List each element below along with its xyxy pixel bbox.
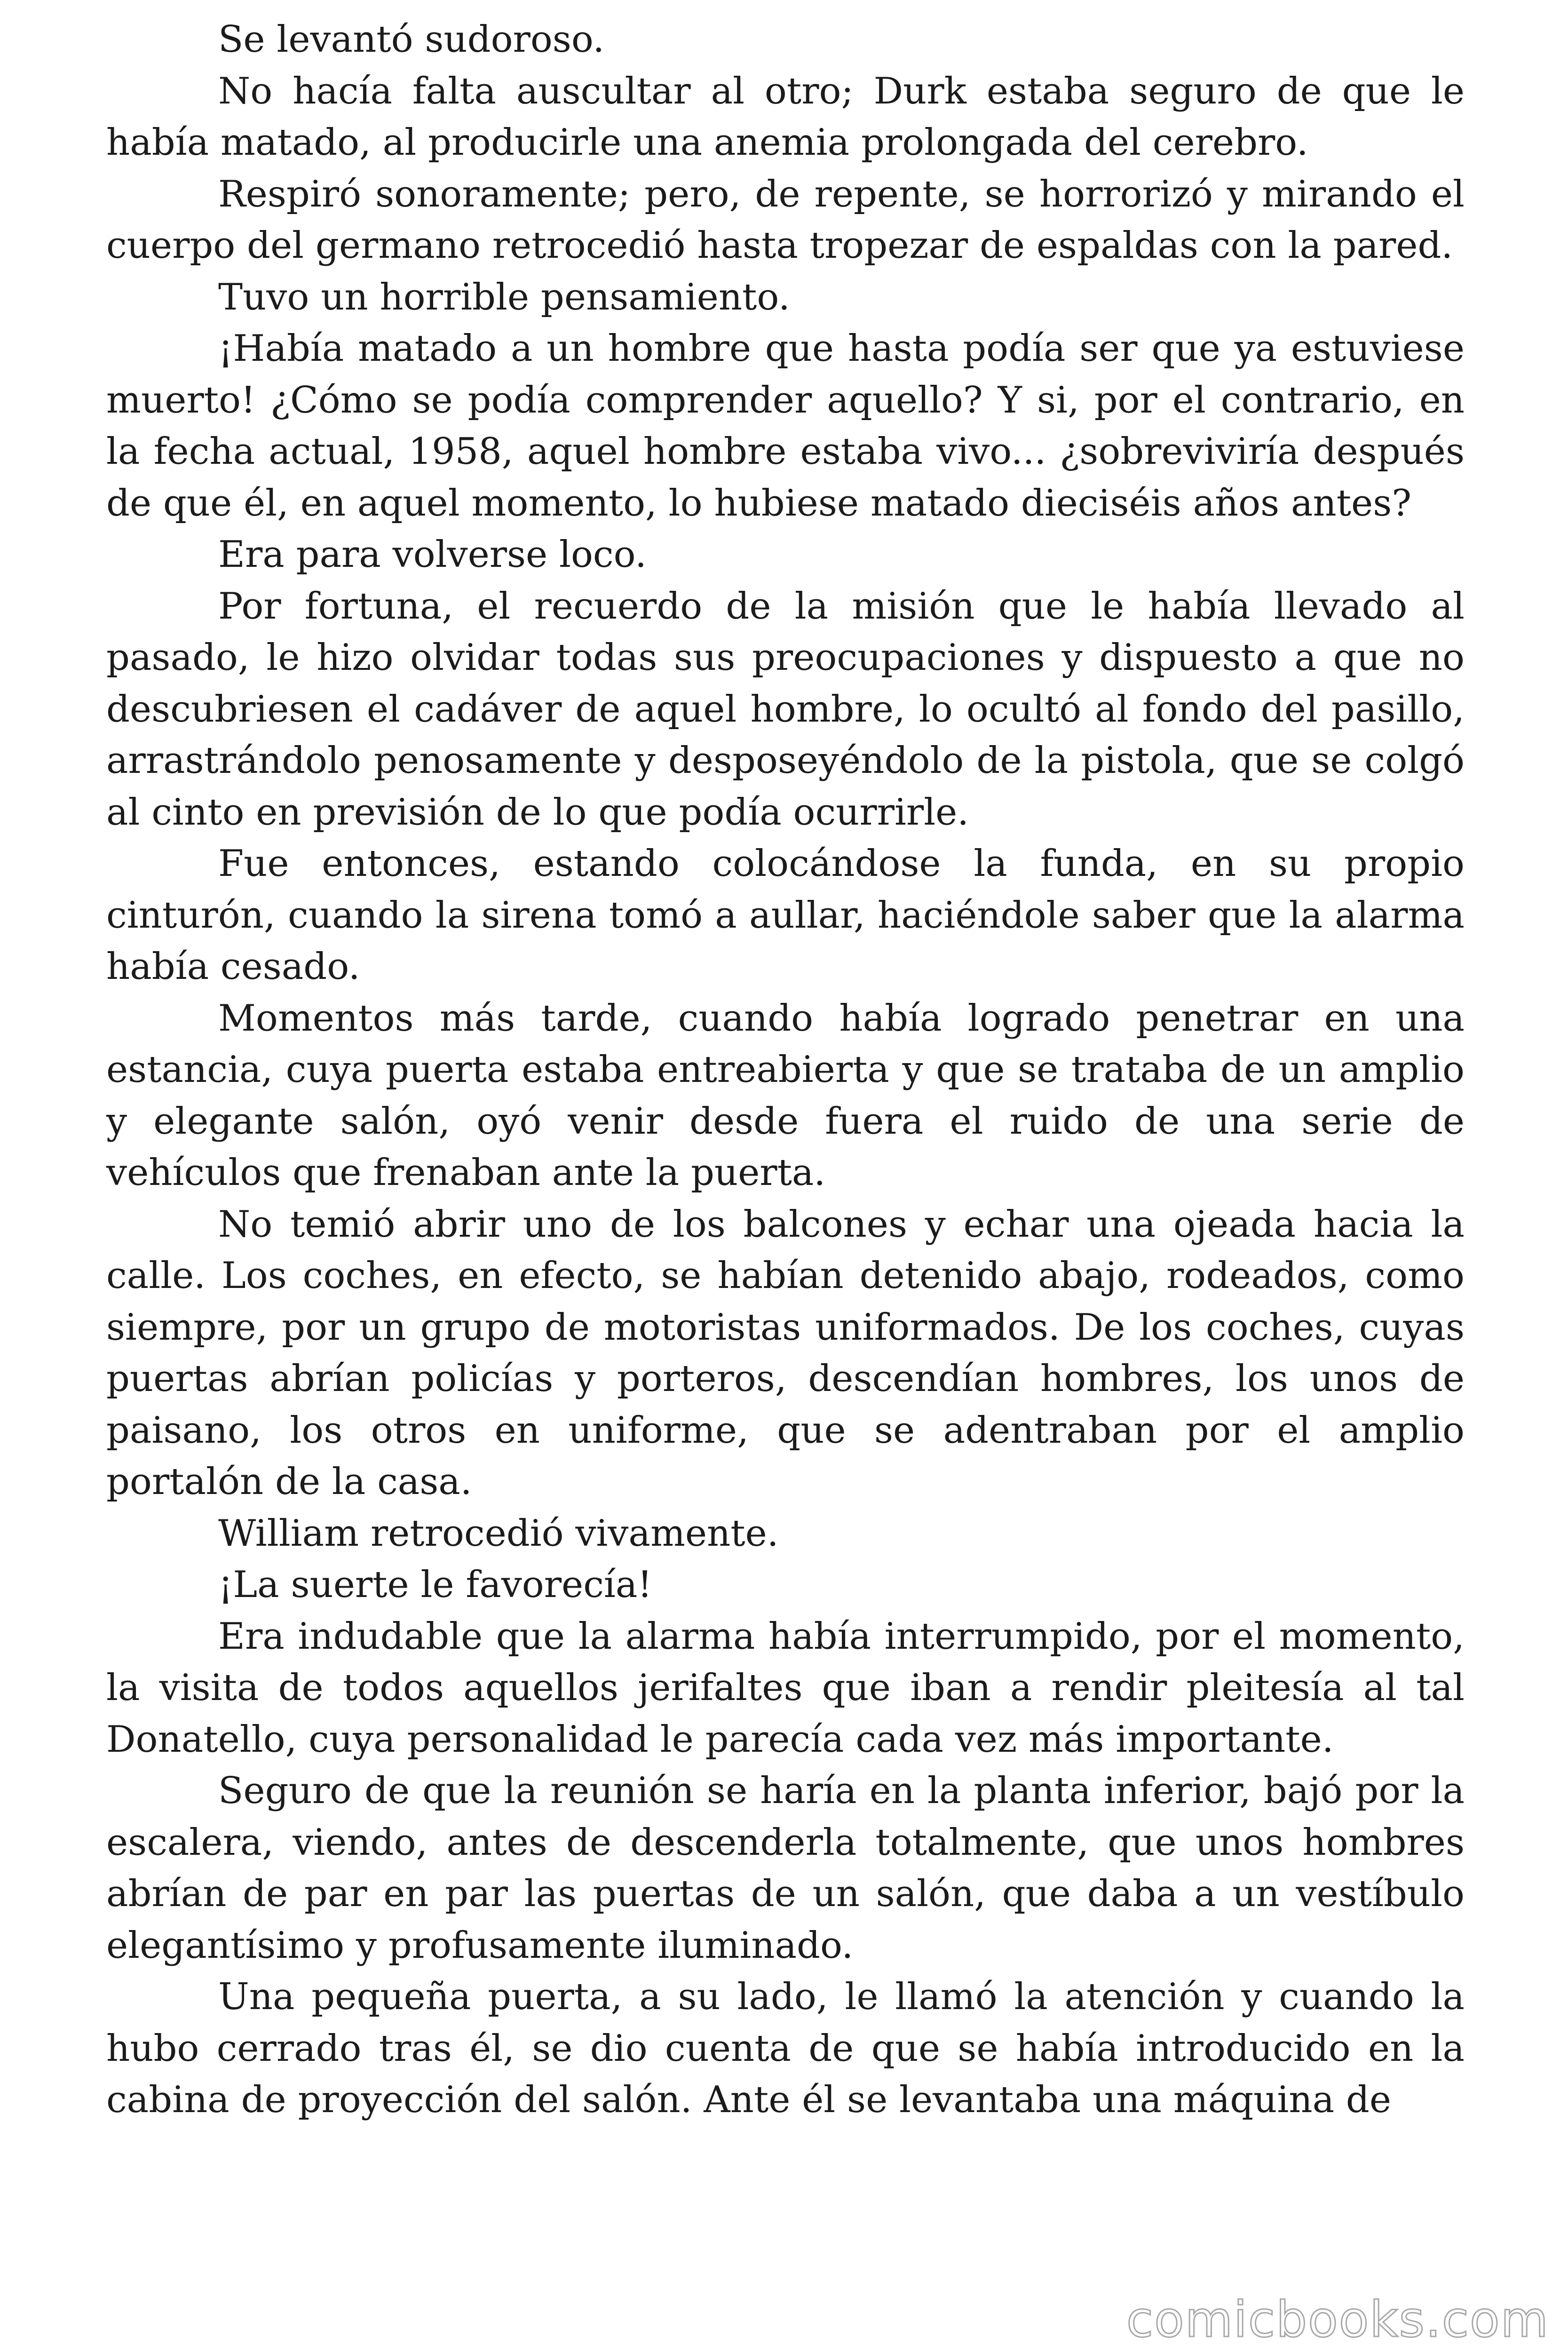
paragraph: Se levantó sudoroso. [218,18,605,61]
paragraph: ¡La suerte le favorecía! [218,1564,652,1606]
paragraph: Momentos más tarde, cuando había logrado penetrar en una estancia, cuya puerta estaba entreabierta y que se trataba de un amplio y elegante salón, oyó venir desde fuera el ruido de una serie de vehículos que frenaban ante la puerta. [106,997,1465,1194]
paragraph: William retrocedió vivamente. [218,1512,779,1555]
watermark: comicbooks.com [1126,2291,1549,2348]
paragraph: No temió abrir uno de los balcones y echar una ojeada hacia la calle. Los coches, en efecto, se habían detenido abajo, rodeados, como siempre, por un grupo de motoristas uniformados. De los coches, cuyas puertas abrían policías y porteros, descendían hombres, los unos de paisano, los otros en uniforme, que se adentraban por el amplio portalón de la casa. [106,1203,1465,1503]
paragraph: Era para volverse loco. [218,533,647,576]
paragraph: Fue entonces, estando colocándose la funda, en su propio cinturón, cuando la sirena tomó a aullar, haciéndole saber que la alarma había cesado. [106,842,1465,988]
book-page [106,14,1465,2126]
paragraph: ¡Había matado a un hombre que hasta podía ser que ya estuviese muerto! ¿Cómo se podía comprender aquello? Y si, por el contrario, en la fecha actual, 1958, aquel hombre estaba vivo... ¿sobreviviría después de que él, en aquel momento, lo hubiese matado dieciséis años antes? [106,327,1465,524]
paragraph: Seguro de que la reunión se haría en la planta inferior, bajó por la escalera, viendo, antes de descenderla totalmente, que unos hombres abrían de par en par las puertas de un salón, que daba a un vestíbulo elegantísimo y profusamente iluminado. [106,1770,1465,1967]
paragraph: Por fortuna, el recuerdo de la misión que le había llevado al pasado, le hizo olvidar todas sus preocupaciones y dispuesto a que no descubriesen el cadáver de aquel hombre, lo ocultó al fondo del pasillo, arrastrándolo penosamente y desposeyéndolo de la pistola, que se colgó al cinto en previsión de lo que podía ocurrirle. [106,585,1465,834]
paragraph: Una pequeña puerta, a su lado, le llamó la atención y cuando la hubo cerrado tras él, se dio cuenta de que se había introducido en la cabina de proyección del salón. Ante él se levantaba una máquina de [106,1976,1465,2121]
paragraph: Respiró sonoramente; pero, de repente, se horrorizó y mirando el cuerpo del germano retrocedió hasta tropezar de espaldas con la pared. [106,173,1465,267]
paragraph: Tuvo un horrible pensamiento. [218,276,790,318]
paragraph: Era indudable que la alarma había interrumpido, por el momento, la visita de todos aquellos jerifaltes que iban a rendir pleitesía al tal Donatello, cuya personalidad le parecía cada vez más importante. [106,1615,1465,1761]
paragraph: No hacía falta auscultar al otro; Durk estaba seguro de que le había matado, al producirle una anemia prolongada del cerebro. [106,70,1465,164]
